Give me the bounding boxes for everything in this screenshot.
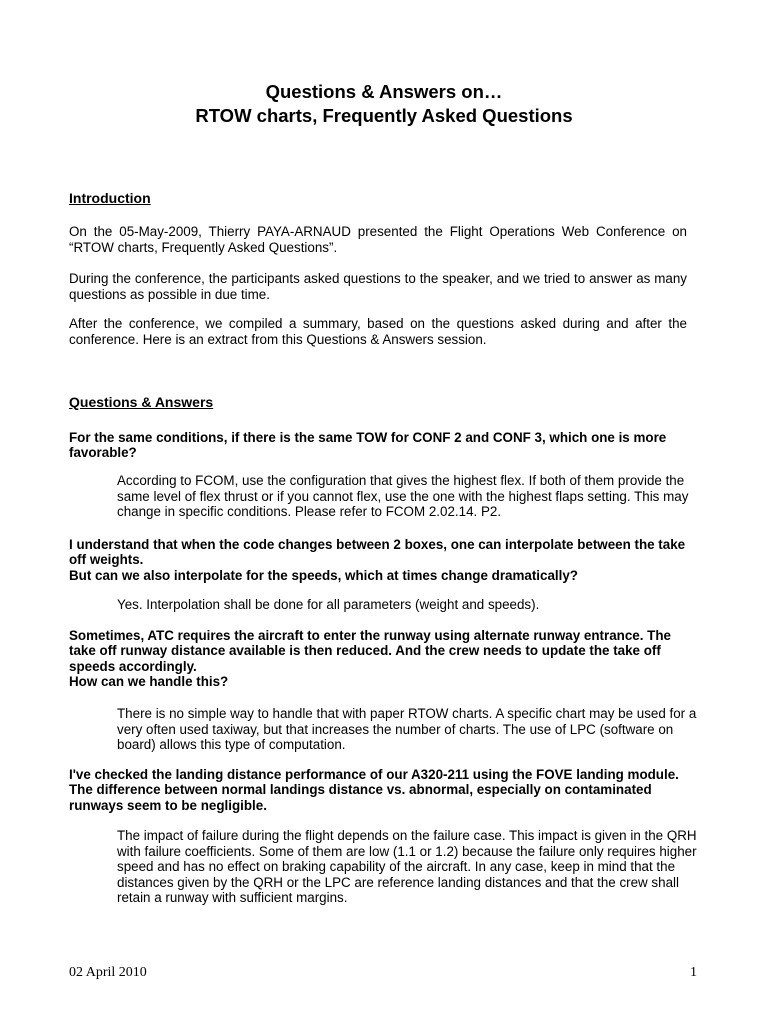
question-4: I've checked the landing distance performance of our A320-211 using the FOVE landing module. The difference between normal landings distance vs. abnormal, especially on contaminated runways seem to be negligible. [69, 767, 679, 813]
question-1: For the same conditions, if there is the same TOW for CONF 2 and CONF 3, which one is more favorable? [69, 430, 667, 461]
question-2-part-1: I understand that when the code changes between 2 boxes, one can interpolate between the take off weights. [69, 537, 686, 568]
qa-heading: Questions & Answers [69, 394, 214, 410]
title-line-2: RTOW charts, Frequently Asked Questions [195, 105, 573, 126]
page-number: 1 [690, 965, 697, 980]
document-title [0, 80, 768, 128]
introduction-heading: Introduction [69, 190, 151, 206]
title-line-1: Questions & Answers on… [265, 81, 503, 102]
intro-paragraph-3: After the conference, we compiled a summary, based on the questions asked during and after the conference. Here is an extract from this Questions & Answers session. [69, 316, 687, 347]
answer-2: Yes. Interpolation shall be done for all parameters (weight and speeds). [117, 597, 540, 612]
question-3 [69, 628, 699, 689]
question-3-part-2: How can we handle this? [69, 673, 229, 689]
question-3-part-1: Sometimes, ATC requires the aircraft to enter the runway using alternate runway entrance. The take off runway distance available is then reduced. And the crew needs to update the take off speeds accordingly. [69, 628, 671, 674]
question-2-part-2: But can we also interpolate for the speeds, which at times change dramatically? [69, 567, 578, 583]
intro-paragraph-1: On the 05-May-2009, Thierry PAYA-ARNAUD presented the Flight Operations Web Conference on “RTOW charts, Frequently Asked Questions”. [69, 224, 687, 255]
answer-1: According to FCOM, use the configuration that gives the highest flex. If both of them provide the same level of flex thrust or if you cannot flex, use the one with the highest flaps setting. This may change in specific conditions. Please refer to FCOM 2.02.14. P2. [117, 473, 689, 520]
answer-3: There is no simple way to handle that with paper RTOW charts. A specific chart may be used for a very often used taxiway, but that increases the number of charts. The use of LPC (software on board) allows this type of computation. [117, 706, 697, 753]
answer-4: The impact of failure during the flight depends on the failure case. This impact is given in the QRH with failure coefficients. Some of them are low (1.1 or 1.2) because the failure only requires higher speed and has no effect on braking capability of the aircraft. In any case, keep in mind that the distances given by the QRH or the LPC are reference landing distances and that the crew shall retain a runway with sufficient margins. [117, 828, 697, 906]
intro-paragraph-2: During the conference, the participants asked questions to the speaker, and we tried to answer as many questions as possible in due time. [69, 271, 687, 302]
question-2 [69, 537, 699, 583]
footer-date: 02 April 2010 [69, 965, 147, 980]
